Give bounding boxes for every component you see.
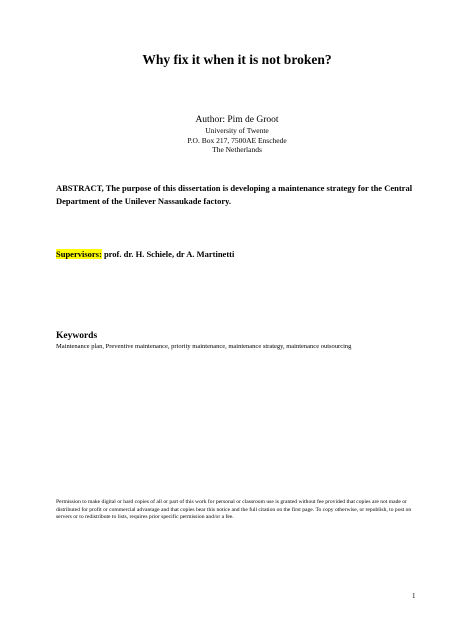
keywords-heading: Keywords	[56, 331, 98, 341]
supervisors-line	[56, 248, 416, 260]
author-university: University of Twente	[205, 126, 269, 135]
author-block	[0, 115, 474, 155]
supervisors-label: Supervisors:	[56, 249, 102, 259]
supervisors-names: prof. dr. H. Schiele, dr A. Martinetti	[101, 249, 235, 259]
keywords-list: Maintenance plan, Preventive maintenance, priority maintenance, maintenance strategy, maintenance outsourcing	[56, 343, 352, 350]
author-address: P.O. Box 217, 7500AE Enschede	[187, 135, 287, 145]
document-title: Why fix it when it is not broken?	[142, 52, 332, 67]
author-name: Author: Pim de Groot	[195, 115, 279, 125]
page-number: 1	[412, 592, 416, 600]
permission-notice: Permission to make digital or hard copies of all or part of this work for personal or classroom use is granted without fee provided that copies are not made or distributed for profit or commercial advantage and that copies bear this notice and the full citation on the first page. To copy otherwise, or republish, to post on servers or to redistribute to lists, requires prior specific permission and/or a fee.	[56, 499, 412, 521]
author-country: The Netherlands	[212, 145, 262, 154]
abstract-text: ABSTRACT, The purpose of this dissertation is developing a maintenance strategy for the Central Department of the Unilever Nassaukade factory.	[56, 183, 413, 206]
